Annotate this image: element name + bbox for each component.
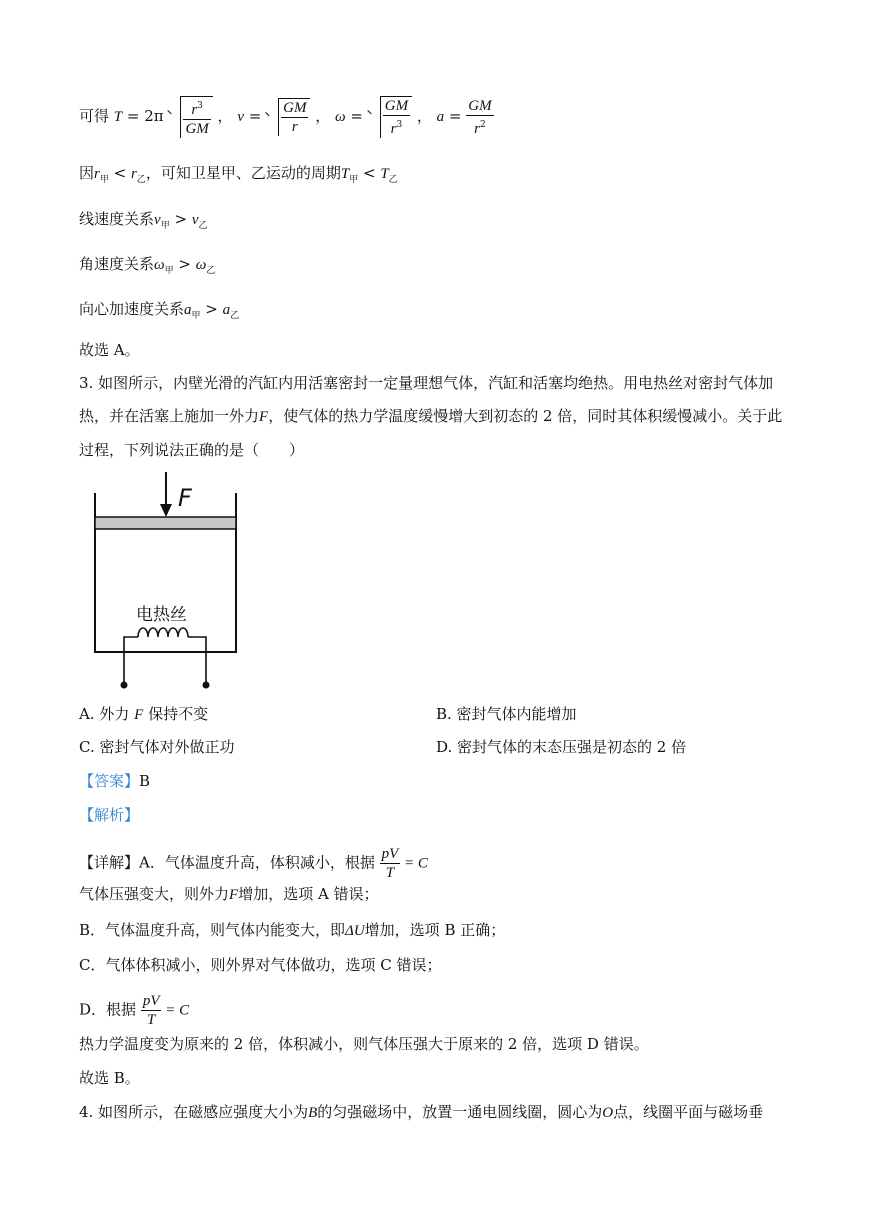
detail-a: 【详解】A．气体温度升高，体积减小，根据 $\frac{pV}{T}$ = C <box>79 846 428 881</box>
q3-line1: 3. 如图所示，内壁光滑的汽缸内用活塞密封一定量理想气体，汽缸和活塞均绝热。用电热丝对密封气体加 <box>79 374 774 392</box>
q4-line1: 4. 如图所示，在磁感应强度大小为B的匀强磁场中，放置一通电圆线圈，圆心为O点，线圈平面与磁场垂 <box>79 1103 764 1121</box>
force-arrowhead <box>160 504 172 517</box>
option-c[interactable]: C. 密封气体对外做正功 <box>79 738 235 756</box>
piston <box>95 517 236 529</box>
accel-relation: 向心加速度关系$a_甲 > a_乙$ <box>79 300 240 321</box>
choose-a: 故选 A。 <box>79 341 140 359</box>
terminal-right <box>203 682 210 689</box>
heater-coil <box>124 628 206 684</box>
option-d[interactable]: D. 密封气体的末态压强是初态的 2 倍 <box>436 738 687 756</box>
analysis-tag: 【解析】 <box>79 806 140 824</box>
accel-fraction: $\frac{GM}{r^2}$ <box>468 97 492 137</box>
answer-line <box>79 771 150 791</box>
radius-comparison: 因$r_甲 < r_乙$，可知卫星甲、乙运动的周期$T_甲 < T_乙$ <box>79 164 398 185</box>
detail-b: B．气体温度升高，则气体内能变大，即ΔU增加，选项 B 正确； <box>79 921 506 939</box>
cylinder-figure <box>86 470 256 695</box>
formula-line: 可得 T = 2π $\frac{r^3}{GM}$ ， v = $\frac{GM}{r}$ ， ω = $\frac{GM}{r^3}$ ， a = $\frac{GM}{r^2}$ <box>79 97 492 137</box>
q3-line2: 热，并在活塞上施加一外力F，使气体的热力学温度缓慢增大到初态的 2 倍，同时其体积缓慢减小。关于此 <box>79 407 783 425</box>
choose-b: 故选 B。 <box>79 1069 140 1087</box>
pv-fraction-2: $\frac{pV}{T}$ <box>142 993 160 1028</box>
pv-fraction: $\frac{pV}{T}$ <box>381 846 399 881</box>
heater-label: 电热丝 <box>136 605 187 625</box>
omega-relation: 角速度关系$\omega_甲 > \omega_乙$ <box>79 255 216 276</box>
detail-a2: 气体压强变大，则外力F增加，选项 A 错误； <box>79 885 379 903</box>
q3-line3: 过程，下列说法正确的是（ ） <box>79 441 305 459</box>
sqrt-velocity: $\frac{GM}{r}$ <box>266 98 310 136</box>
velocity-relation: 线速度关系$v_甲 > v_乙$ <box>79 210 208 231</box>
detail-d: D．根据 $\frac{pV}{T}$ = C <box>79 993 190 1028</box>
sqrt-omega: $\frac{GM}{r^3}$ <box>368 96 412 138</box>
terminal-left <box>121 682 128 689</box>
detail-c: C．气体体积减小，则外界对气体做功，选项 C 错误； <box>79 956 442 974</box>
answer-value: B <box>139 772 151 790</box>
sqrt-period: $\frac{r^3}{GM}$ <box>168 96 212 138</box>
period-symbol: T <box>113 109 123 125</box>
answer-tag: 【答案】 <box>79 772 140 790</box>
option-b[interactable]: B. 密封气体内能增加 <box>436 705 577 723</box>
option-a[interactable]: A. 外力 F 保持不变 <box>79 705 209 723</box>
detail-d2: 热力学温度变为原来的 2 倍，体积减小，则气体压强大于原来的 2 倍，选项 D 错误。 <box>79 1035 649 1053</box>
force-label: F <box>178 484 192 512</box>
